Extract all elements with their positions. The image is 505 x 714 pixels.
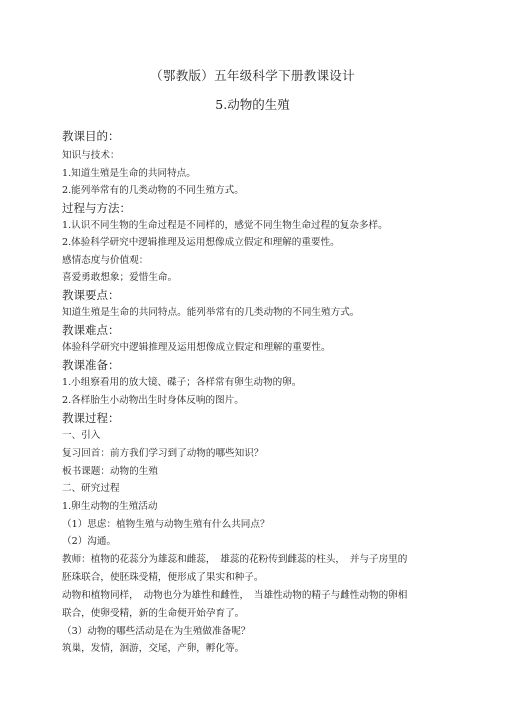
text-line: （3）动物的哪些活动是在为生殖做准备呢？ xyxy=(62,626,251,637)
section-heading-objectives: 教课目的： xyxy=(62,129,120,143)
text-line: 板书课题：动物的生殖 xyxy=(62,466,158,477)
text-line: 2.体验科学研究中逻辑推理及运用想像成立假定和理解的重要性。 xyxy=(62,237,340,248)
lesson-title: 5.动物的生殖 xyxy=(215,97,290,112)
text-line: 一、引入 xyxy=(62,430,101,441)
section-heading-preparation: 教课准备： xyxy=(62,358,120,372)
text-line: 筑巢，发情，洄游，交尾，产卵，孵化等。 xyxy=(62,643,245,654)
text-line: 体验科学研究中逻辑推理及运用想像成立假定和理解的重要性。 xyxy=(62,342,331,353)
text-line: 1.认识不同生物的生命过程是不同样的，感觉不同生物生命过程的复杂多样。 xyxy=(62,220,388,231)
text-line: 2.各样胎生小动物出生时身体反响的图片。 xyxy=(62,395,244,406)
text-line: 二、研究过程 xyxy=(62,483,120,494)
text-line: 联合，使卵受精，新的生命便开始孕育了。 xyxy=(62,608,245,619)
text-line: 知道生殖是生命的共同特点。能列举常有的几类动物的不同生殖方式。 xyxy=(62,307,360,318)
text-line: 教师：植物的花蕊分为雄蕊和雌蕊， 雄蕊的花粉传到雌蕊的柱头， 并与子房里的 xyxy=(62,554,408,565)
text-line: 2.能列举常有的几类动物的不同生殖方式。 xyxy=(62,185,244,196)
text-line: 1.小组察看用的放大镜、碟子；各样常有卵生动物的卵。 xyxy=(62,377,302,388)
section-heading-difficulties: 教课难点： xyxy=(62,323,120,337)
text-line: 1.知道生殖是生命的共同特点。 xyxy=(62,168,196,179)
text-line: 复习回首：前方我们学习到了动物的哪些知识？ xyxy=(62,448,264,459)
text-line: 1.卵生动物的生殖活动 xyxy=(62,501,158,512)
section-heading-key-points: 教课要点： xyxy=(62,288,120,302)
text-line: 感情态度与价值观： xyxy=(62,255,149,266)
section-heading-procedure: 教课过程： xyxy=(62,411,120,425)
text-line: 动物和植物同样， 动物也分为雄性和雌性， 当雄性动物的精子与雌性动物的卵相 xyxy=(62,590,408,601)
document-title: （鄂教版）五年级科学下册教课设计 xyxy=(150,68,355,83)
text-line: （2）沟通。 xyxy=(62,536,117,547)
text-line: （1）思虑：植物生殖与动物生殖有什么共同点？ xyxy=(62,519,270,530)
text-line: 知识与技术： xyxy=(62,150,120,161)
section-heading-process-method: 过程与方法： xyxy=(62,201,131,215)
text-line: 喜爱勇敢想象；爱惜生命。 xyxy=(62,272,178,283)
text-line: 胚珠联合，使胚珠受精，便形成了果实和种子。 xyxy=(62,572,264,583)
